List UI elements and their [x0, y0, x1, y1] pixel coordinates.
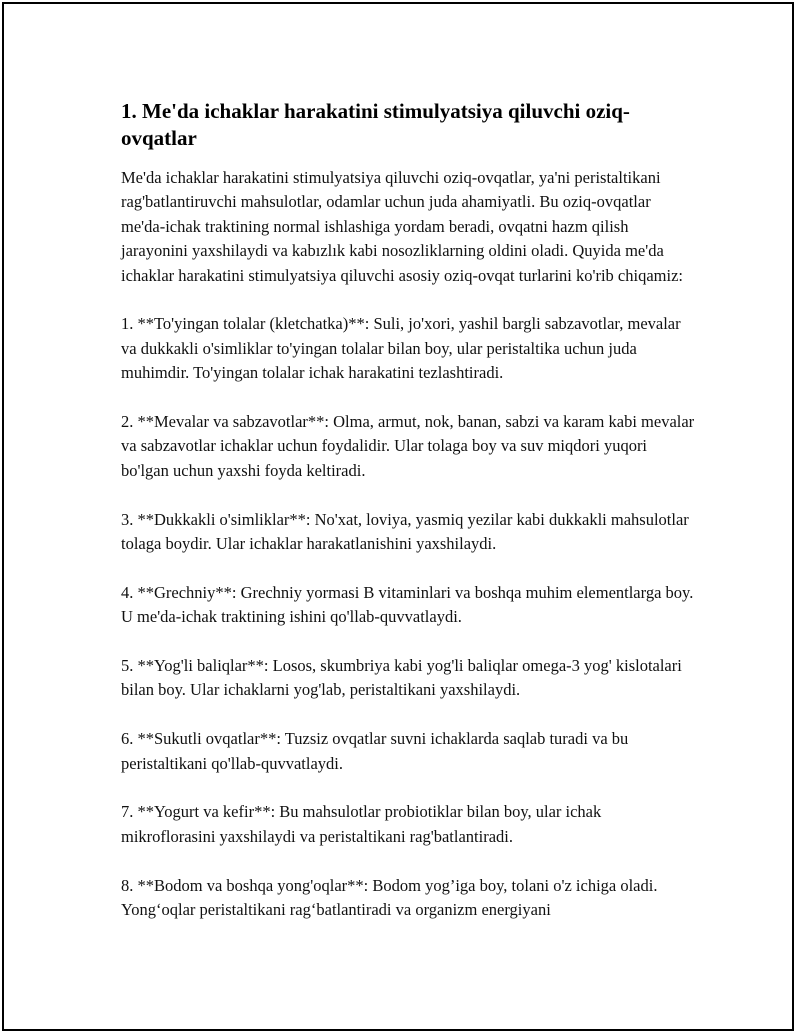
- list-item-nuts: 8. **Bodom va boshqa yong'oqlar**: Bodom yog’iga boy, tolani o'z ichiga oladi. Yong‘oqlar peristaltikani rag‘batlantiradi va organizm energiyani: [121, 875, 658, 920]
- list-item-liquid-foods: 6. **Sukutli ovqatlar**: Tuzsiz ovqatlar suvni ichaklarda saqlab turadi va bu peristaltikani qo'llab-quvvatlaydi.: [121, 729, 629, 773]
- list-item-fiber: 1. **To'yingan tolalar (kletchatka)**: Suli, jo'xori, yashil bargli sabzavotlar, mevalar va dukkakli o'simliklar to'yingan tolalar bilan boy, ular peristaltika uchun juda muhimdir. To'yingan tolalar ichak harakatini tezlashtiradi.: [121, 314, 681, 383]
- list-item-buckwheat: 4. **Grechniy**: Grechniy yormasi B vitaminlari va boshqa muhim elementlarga boy. U me'da-ichak traktining ishini qo'llab-quvvatlaydi.: [121, 582, 694, 627]
- section-heading: 1. Me'da ichaklar harakatini stimulyatsiya qiluvchi oziq-ovqatlar: [121, 99, 630, 150]
- list-item-fruits-vegetables: 2. **Mevalar va sabzavotlar**: Olma, armut, nok, banan, sabzi va karam kabi mevalar va sabzavotlar ichaklar uchun foydalidir. Ular tolaga boy va suv miqdori yuqori bo'lgan uchun yaxshi foyda keltiradi.: [121, 412, 695, 480]
- list-item-yogurt-kefir: 7. **Yogurt va kefir**: Bu mahsulotlar probiotiklar bilan boy, ular ichak mikroflorasini yaxshilaydi va peristaltikani rag'batlantiradi.: [121, 802, 602, 846]
- document-content: [121, 98, 696, 947]
- list-item-legumes: 3. **Dukkakli o'simliklar**: No'xat, loviya, yasmiq yezilar kabi dukkakli mahsulotlar tolaga boydir. Ular ichaklar harakatlanishini yaxshilaydi.: [121, 509, 689, 554]
- list-item-fatty-fish: 5. **Yog'li baliqlar**: Losos, skumbriya kabi yog'li baliqlar omega-3 yog' kislotalari bilan boy. Ular ichaklarni yog'lab, peristaltikani yaxshilaydi.: [121, 656, 682, 700]
- intro-paragraph: Me'da ichaklar harakatini stimulyatsiya qiluvchi oziq-ovqatlar, ya'ni peristaltikani rag'batlantiruvchi mahsulotlar, odamlar uchun juda ahamiyatli. Bu oziq-ovqatlar me'da-ichak traktining normal ishlashiga yordam beradi, ovqatni hazm qilish jarayonini yaxshilaydi va kabızlık kabi nosozliklarning oldini oladi. Quyida me'da ichaklar harakatini stimulyatsiya qiluvchi asosiy oziq-ovqat turlarini ko'rib chiqamiz:: [121, 168, 683, 285]
- document-page: [2, 2, 794, 1031]
